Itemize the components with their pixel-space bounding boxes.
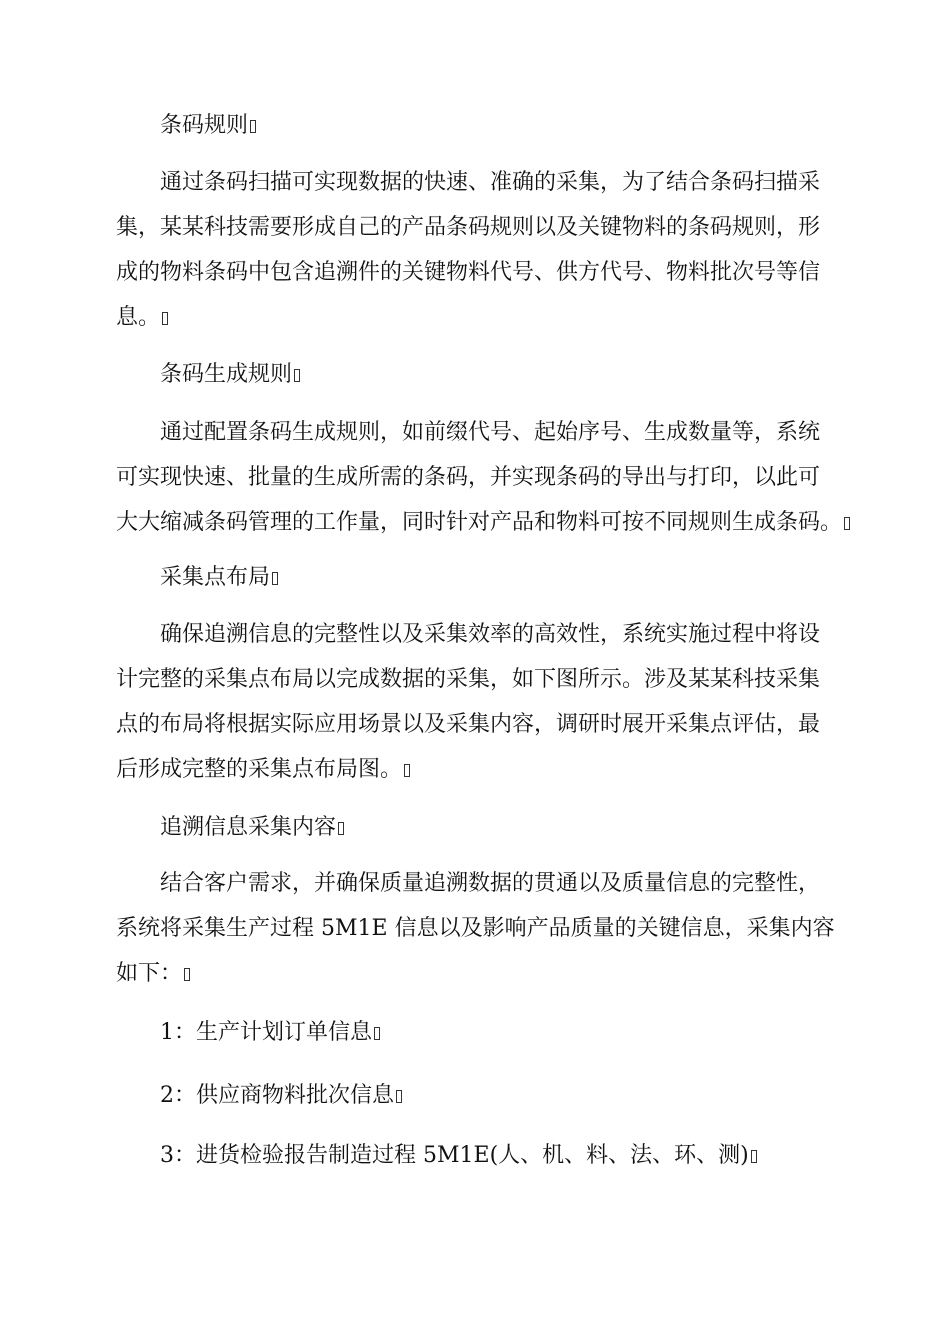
text-line: 2：供应商物料批次信息 [116, 1073, 836, 1118]
heading-barcode-generation-rules [116, 352, 836, 397]
text-line: 大大缩减条码管理的工作量，同时针对产品和物料可按不同规则生成条码。 [116, 500, 836, 545]
text-line: 通过条码扫描可实现数据的快速、准确的采集，为了结合条码扫描采 [160, 170, 821, 195]
text-line: 1：生产计划订单信息 [116, 1010, 836, 1055]
text-line: 成的物料条码中包含追溯件的关键物料代号、供方代号、物料批次号等信 [116, 260, 821, 285]
paragraph-mark-icon [751, 1150, 757, 1163]
paragraph-mark-icon [374, 1027, 380, 1040]
paragraph-mark-icon [250, 120, 256, 133]
text-line: 结合客户需求，并确保质量追溯数据的贯通以及质量信息的完整性， [160, 871, 821, 896]
heading-traceability-content [116, 805, 836, 850]
text-line: 集，某某科技需要形成自己的产品条码规则以及关键物料的条码规则，形 [116, 215, 821, 240]
paragraph-mark-icon [338, 822, 344, 835]
heading-collection-point-layout [116, 555, 836, 600]
paragraph-mark-icon [184, 968, 190, 981]
text-line: 确保追溯信息的完整性以及采集效率的高效性，系统实施过程中将设 [160, 622, 821, 647]
paragraph-mark-icon [294, 369, 300, 382]
paragraph-mark-icon [404, 764, 410, 777]
text-line: 3：进货检验报告制造过程 5M1E(人、机、料、法、环、测) [116, 1133, 836, 1178]
text-line: 采集点布局 [116, 555, 836, 600]
paragraph-mark-icon [162, 312, 168, 325]
paragraph-collection-point-layout [116, 612, 836, 792]
heading-barcode-rules [116, 103, 836, 148]
text-line: 点的布局将根据实际应用场景以及采集内容，调研时展开采集点评估，最 [116, 712, 821, 737]
list-item-2 [116, 1073, 836, 1118]
text-line: 息。 [116, 295, 836, 340]
text-line: 系统将采集生产过程 5M1E 信息以及影响产品质量的关键信息，采集内容 [116, 916, 835, 941]
text-line: 条码生成规则 [116, 352, 836, 397]
paragraph-barcode-generation-rules [116, 410, 843, 545]
text-line: 如下： [116, 951, 836, 996]
paragraph-mark-icon [396, 1090, 402, 1103]
text-line: 追溯信息采集内容 [116, 805, 836, 850]
list-item-3 [116, 1133, 836, 1178]
text-line: 后形成完整的采集点布局图。 [116, 747, 836, 792]
paragraph-barcode-rules [116, 160, 836, 340]
text-line: 通过配置条码生成规则，如前缀代号、起始序号、生成数量等，系统 [160, 420, 821, 445]
paragraph-mark-icon [272, 572, 278, 585]
text-line: 条码规则 [116, 103, 836, 148]
text-line: 可实现快速、批量的生成所需的条码，并实现条码的导出与打印，以此可 [116, 465, 821, 490]
paragraph-mark-icon [844, 517, 850, 530]
text-line: 计完整的采集点布局以完成数据的采集，如下图所示。涉及某某科技采集 [116, 667, 821, 692]
paragraph-traceability-content [116, 861, 836, 996]
list-item-1 [116, 1010, 836, 1055]
